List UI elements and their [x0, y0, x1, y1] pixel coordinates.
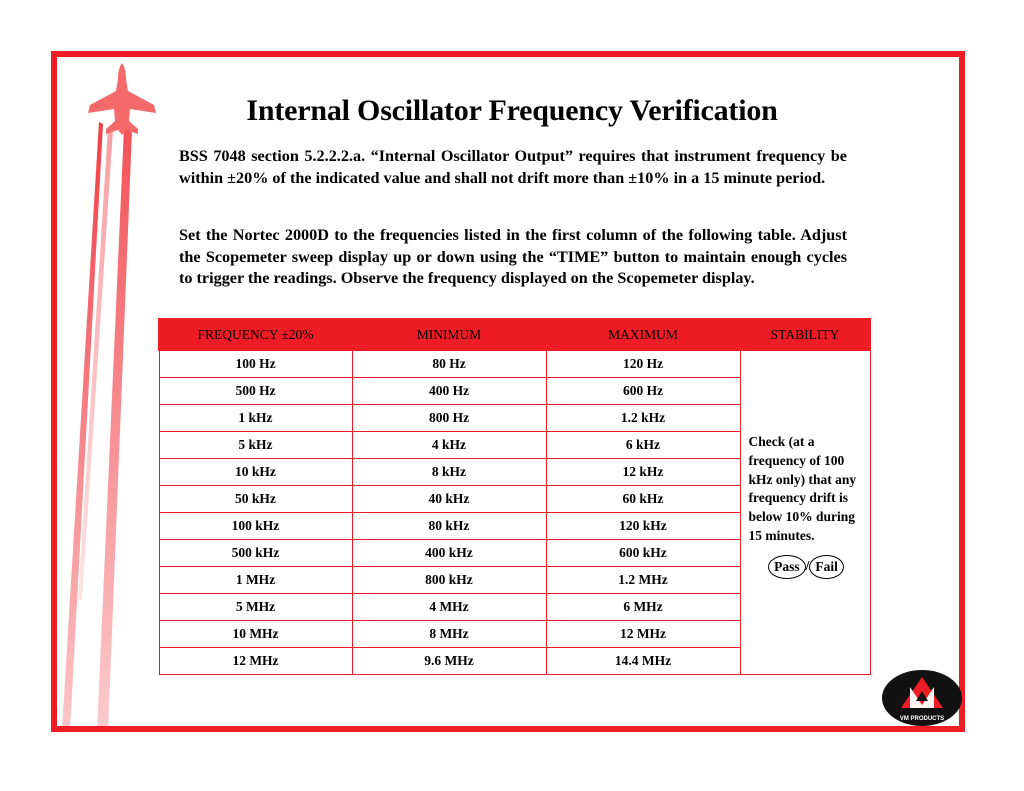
minimum-cell: 80 Hz [352, 350, 546, 378]
paragraph-requirement: BSS 7048 section 5.2.2.2.a. “Internal Oscillator Output” requires that instrument frequency be within ±20% of the indicated value and shall not drift more than ±10% in a 15 minute period. [179, 147, 847, 187]
page-title: Internal Oscillator Frequency Verification [246, 94, 778, 127]
maximum-cell: 600 kHz [546, 540, 740, 567]
maximum-cell: 12 MHz [546, 621, 740, 648]
minimum-cell: 8 MHz [352, 621, 546, 648]
minimum-cell: 40 kHz [352, 486, 546, 513]
minimum-cell: 400 kHz [352, 540, 546, 567]
maximum-cell: 120 Hz [546, 350, 740, 378]
frequency-cell: 50 kHz [159, 486, 352, 513]
vm-products-logo [880, 668, 964, 728]
maximum-cell: 60 kHz [546, 486, 740, 513]
logo-text: VM PRODUCTS [899, 716, 945, 722]
minimum-cell: 8 kHz [352, 459, 546, 486]
minimum-cell: 4 kHz [352, 432, 546, 459]
minimum-cell: 800 Hz [352, 405, 546, 432]
minimum-cell: 4 MHz [352, 594, 546, 621]
table-body [159, 350, 870, 675]
maximum-cell: 1.2 MHz [546, 567, 740, 594]
minimum-cell: 800 kHz [352, 567, 546, 594]
maximum-cell: 6 MHz [546, 594, 740, 621]
maximum-cell: 14.4 MHz [546, 648, 740, 675]
header-maximum: MAXIMUM [546, 319, 740, 350]
fail-oval: Fail [809, 555, 844, 579]
frequency-cell: 12 MHz [159, 648, 352, 675]
table-header-row [159, 319, 870, 350]
frequency-cell: 100 kHz [159, 513, 352, 540]
minimum-cell: 9.6 MHz [352, 648, 546, 675]
stability-text: Check (at a frequency of 100 kHz only) that any frequency drift is below 10% during 15 minutes. [748, 434, 857, 543]
frequency-cell: 500 Hz [159, 378, 352, 405]
maximum-cell: 120 kHz [546, 513, 740, 540]
frequency-cell: 500 kHz [159, 540, 352, 567]
pass-oval: Pass [768, 555, 806, 579]
frequency-cell: 100 Hz [159, 350, 352, 378]
frequency-cell: 5 kHz [159, 432, 352, 459]
frequency-cell: 1 kHz [159, 405, 352, 432]
header-minimum: MINIMUM [352, 319, 546, 350]
frequency-cell: 10 MHz [159, 621, 352, 648]
frequency-cell: 5 MHz [159, 594, 352, 621]
frequency-cell: 10 kHz [159, 459, 352, 486]
minimum-cell: 400 Hz [352, 378, 546, 405]
header-stability: STABILITY [740, 319, 870, 350]
stability-cell [740, 350, 870, 675]
pass-fail-indicator [749, 555, 864, 579]
maximum-cell: 1.2 kHz [546, 405, 740, 432]
minimum-cell: 80 kHz [352, 513, 546, 540]
frequency-cell: 1 MHz [159, 567, 352, 594]
paragraph-instructions: Set the Nortec 2000D to the frequencies listed in the first column of the following table. Adjust the Scopemeter sweep display up or down using the “TIME” button to maintain enough cycles to trigger the readings. Observe the frequency displayed on the Scopemeter display. [179, 226, 847, 287]
header-frequency: FREQUENCY ±20% [159, 319, 352, 350]
table-row [159, 350, 870, 378]
pass-fail-separator: / [805, 558, 810, 574]
maximum-cell: 12 kHz [546, 459, 740, 486]
frequency-table [158, 318, 871, 675]
maximum-cell: 6 kHz [546, 432, 740, 459]
maximum-cell: 600 Hz [546, 378, 740, 405]
